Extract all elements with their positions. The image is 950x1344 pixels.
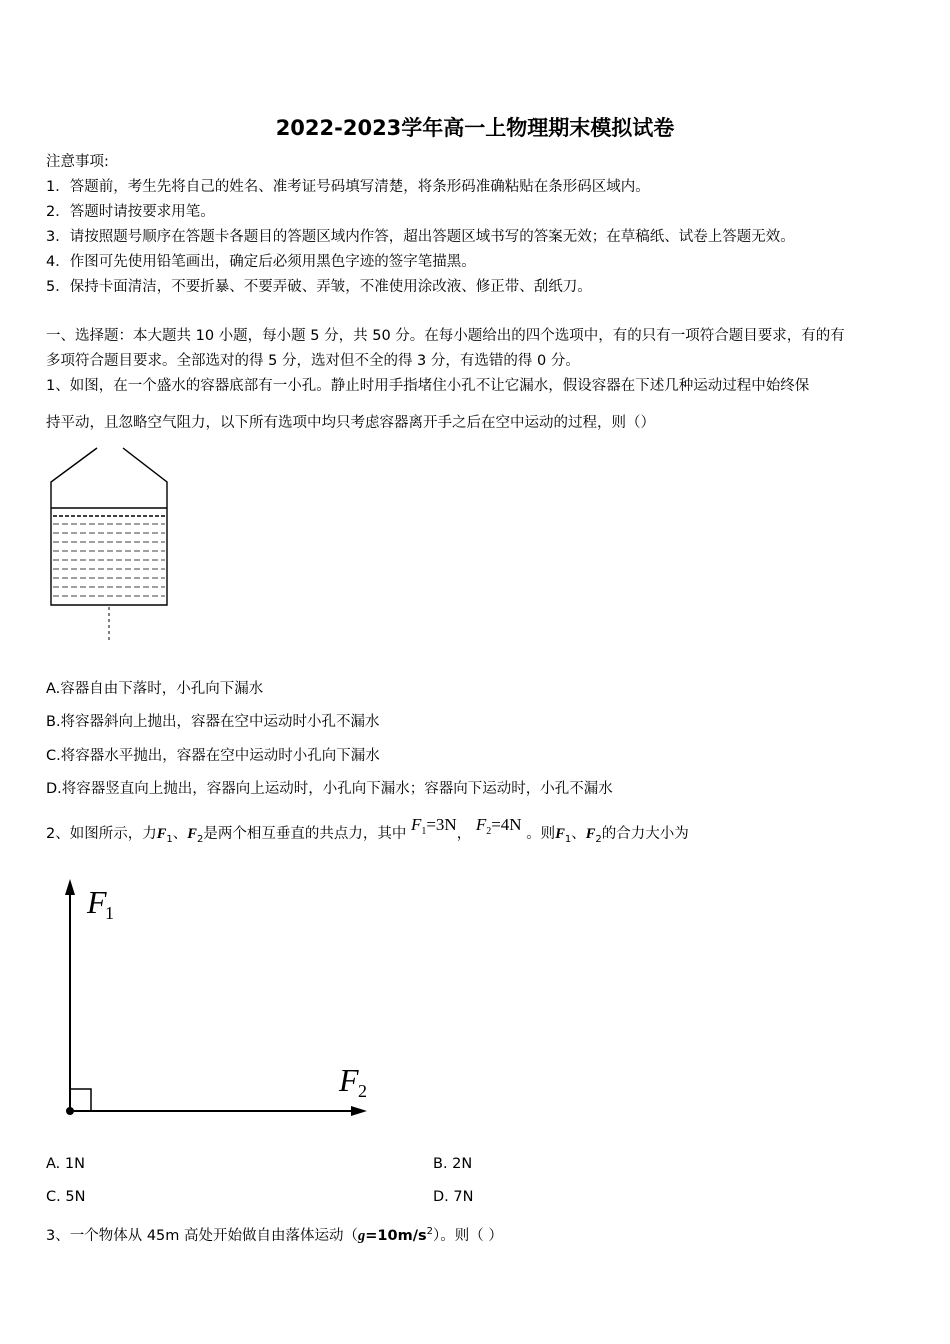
notice-item: 5．保持卡面清洁，不要折暴、不要弄破、弄皱，不准使用涂改液、修正带、刮纸刀。 [46, 279, 592, 295]
option-a: A.容器自由下落时，小孔向下漏水 [46, 681, 264, 697]
container-diagram [45, 440, 175, 645]
f2-label-sub: 2 [358, 1081, 367, 1101]
container-outline [51, 448, 167, 605]
option-d: D. 7N [433, 1189, 474, 1205]
option-d: D.将容器竖直向上抛出，容器向上运动时，小孔向下漏水；容器向下运动时，小孔不漏水 [46, 781, 613, 797]
question-1-stem: 1、如图，在一个盛水的容器底部有一小孔。静止时用手指堵住小孔不让它漏水，假设容器在下述几种运动过程中始终保 [46, 378, 810, 394]
option-a: A. 1N [46, 1156, 85, 1172]
question-1-stem: 持平动，且忽略空气阻力，以下所有选项中均只考虑容器离开手之后在空中运动的过程，则（） [46, 415, 655, 431]
question-3-stem: 3、一个物体从 45m 高处开始做自由落体运动$(g=10m/s^2)$。则（ ） [46, 1226, 503, 1244]
section-instruction: 多项符合题目要求。全部选对的得 5 分，选对但不全的得 3 分，有选错的得 0 分。 [46, 353, 580, 369]
option-b: B. 2N [433, 1156, 473, 1172]
force-diagram [55, 875, 385, 1125]
notice-item: 1．答题前，考生先将自己的姓名、准考证号码填写清楚，将条形码准确粘贴在条形码区域内。 [46, 179, 650, 195]
f1-label-sub: 1 [105, 903, 114, 923]
option-c: C.将容器水平抛出，容器在空中运动时小孔向下漏水 [46, 748, 380, 764]
section-instruction: 一、选择题：本大题共 10 小题，每小题 5 分，共 50 分。在每小题给出的四个选项中，有的只有一项符合题目要求，有的有 [46, 328, 845, 344]
f1-arrowhead [65, 879, 75, 895]
notice-item: 3．请按照题号顺序在答题卡各题目的答题区域内作答，超出答题区域书写的答案无效；在草稿纸、试卷上答题无效。 [46, 229, 795, 245]
origin-point [66, 1107, 74, 1115]
f2-label: F [339, 1062, 359, 1098]
water-lines [53, 524, 165, 596]
notice-item: 4．作图可先使用铅笔画出，确定后必须用黑色字迹的签字笔描黑。 [46, 254, 476, 270]
question-2-stem: 2、如图所示，力$F_1$、$F_2$是两个相互垂直的共点力，其中 $F_1=3N$， $F_2=4N$ 。则$F_1$、$F_2$的合力大小为 [46, 815, 689, 845]
option-c: C. 5N [46, 1189, 86, 1205]
notice-item: 2．答题时请按要求用笔。 [46, 204, 215, 220]
notice-heading: 注意事项: [46, 154, 109, 170]
f1-label: F [87, 884, 107, 920]
page-title: 2022-2023学年高一上物理期末模拟试卷 [275, 116, 675, 140]
option-b: B.将容器斜向上抛出，容器在空中运动时小孔不漏水 [46, 714, 380, 730]
f2-arrowhead [351, 1106, 367, 1116]
right-angle-mark [70, 1089, 91, 1111]
